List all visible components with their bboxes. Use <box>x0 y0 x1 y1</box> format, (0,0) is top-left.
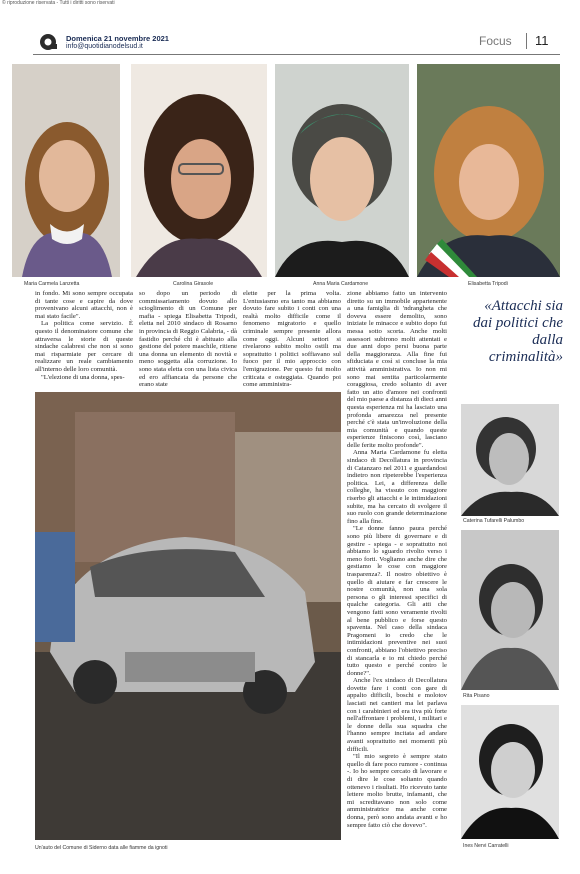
paragraph: "Il mio segreto è sempre stato quello di fare poco rumore - continua -. Io ho sempre cercato di lavorare e di dire le cose soltanto quando ottenevo i risultati. Ho ricevuto tante lettere molto brutte, infamanti, che mi screditavano non solo come amministratrice ma anche come donna, però sono andata avanti e ho sempre fatto ciò che dovevo". <box>347 753 447 829</box>
header-rule <box>33 54 560 55</box>
newspaper-logo-icon <box>39 33 59 51</box>
page-number: 11 <box>535 33 549 48</box>
copyright-note: © riproduzione riservata - Tutti i diritti sono riservati <box>2 0 115 6</box>
section-name: Focus <box>479 34 512 48</box>
paragraph: in fondo. Mi sono sempre occupata di tante cose e capire da dove provenivano alcuni attacchi, non è mai stato facile". <box>35 290 133 320</box>
portrait-photo-cardamone <box>275 64 409 277</box>
caption-lanzetta: Maria Carmela Lanzetta <box>24 281 80 287</box>
paragraph: Anna Maria Cardamone fu eletta sindaco di Decollatura in provincia di Catanzaro nel 2011 e guardandosi indietro non ripeterebbe l'esperienza politica. Lei, a differenza delle colleghe, ha vissuto con maggiore riserbo gli attacchi e le intimidazioni subite, ma ha cercato di svolgere il suo ruolo con grande determinazione fino alla fine. <box>347 449 447 525</box>
paragraph: La politica come servizio. È questo il denominatore comune che attraversa le storie di queste sindache calabresi che non si sono mai risparmiate per cercare di realizzare un reale cambiamento all'interno delle loro comunità. <box>35 320 133 373</box>
paragraph: "Le donne fanno paura perché sono più libere di governare e di gestire - spiega - e soprattutto noi abbiamo lo sguardo rivolto verso i meno forti. Vogliamo anche dire che gestiamo le cose con maggiore trasparenza?. Il nostro obiettivo è quello di aiutare e far crescere le nostre comunità, non una sola persona o gli interessi specifici di qualche categoria. Gli atti che vengono fatti sono veramente rivolti al bene pubblico e forse questo spaventa. Nel caso della sindaca Pragomeni io credo che le intimidazioni preventive nei suoi confronti, abbiano l'obiettivo preciso di stancarla e io mi chiedo perché tutto questo e perché contro le donne?". <box>347 525 447 677</box>
portrait-photo-pisano <box>461 530 559 690</box>
paragraph: zione abbiamo fatto un intervento diretto su un immobile appartenente a una famiglia di 'ndrangheta che doveva essere demolito, sono iniziate le minacce e subito dopo fui messa sotto scorta. Anche molti assessori subirono molti attentati e due anni dopo persi buona parte della maggioranza. Alla fine fui sfiduciata e così si concluse la mia attività amministrativa. Io non mi sono mai sentita particolarmente coraggiosa, credo soltanto di aver fatto un atto d'amore nei confronti del mio paese a distanza di dieci anni questa esperienza mi ha lasciato una profonda amarezza nel presente perché c'è stata un'involuzione della mia comunità e quando queste esperienze finiscono così, lasciano delle ferite molto profonde". <box>347 290 447 449</box>
paragraph: "L'elezione di una donna, spes- <box>41 373 125 381</box>
burnt-car-photo <box>35 392 341 840</box>
portrait-photo-girasole <box>131 64 267 277</box>
contact-email[interactable]: info@quotidianodelsud.it <box>66 43 143 50</box>
paragraph: elette per la prima volta. L'entusiasmo era tanto ma abbiamo dovuto fare subito i conti con una realtà molto difficile come il fenomeno migratorio e quello criminale sempre presente allora come oggi. Alcuni settori si rivelarono subito molto ostili ma soprattutto i politici soffiavano sul fuoco per il mio approccio con l'emigrazione. Per questo fui molto criticata e osteggiata. Quando poi come amministra- <box>243 290 341 389</box>
header-divider <box>526 33 527 49</box>
caption-girasole: Carolina Girasole <box>173 281 214 287</box>
portrait-photo-nervi <box>461 705 559 839</box>
article-column-3 <box>243 290 341 389</box>
caption-tufarelli: Caterina Tufarelli Palumbo <box>463 518 525 524</box>
pull-quote: «Attacchi sia dai politici che dalla criminalità» <box>473 298 563 365</box>
paragraph: Anche l'ex sindaco di Decollatura dovette fare i conti con gare di appalto difficili, boschi e molotov lasciati nei cantieri ma lei parlava con i carabinieri ed era tiva più forte nell'affrontare i problemi, i militari e le donne della sua squadra che l'hanno sempre incitata ad andare avanti soprattutto nei momenti più difficili. <box>347 677 447 753</box>
caption-car: Un'auto del Comune di Siderno data alle fiamme da ignoti <box>35 845 168 851</box>
portrait-photo-tufarelli <box>461 404 559 516</box>
paragraph: so dopo un periodo di commissariamento dovuto allo scioglimento di un Comune per mafia - spiega Elisabetta Tripodi, eletta nel 2010 sindaco di Rosarno in provincia di Reggio Calabria, - dà fastidio perché chi è abituato alla gestione del potere maschile, ritiene una donna un elemento di novità e meno soggetta alla corruzione. Io sono stata eletta con una lista civica ed ero affiancata da persone che erano state <box>139 290 237 389</box>
portrait-photo-tripodi <box>417 64 560 277</box>
article-column-4 <box>347 290 447 829</box>
portrait-photo-lanzetta <box>12 64 120 277</box>
caption-cardamone: Anna Maria Cardamone <box>313 281 369 287</box>
article-column-1 <box>35 290 133 381</box>
caption-pisano: Rita Pisano <box>463 693 490 699</box>
caption-nervi: Ines Nervi Carratelli <box>463 843 509 849</box>
article-column-2 <box>139 290 237 389</box>
issue-date: Domenica 21 novembre 2021 <box>66 34 169 43</box>
caption-tripodi: Elisabetta Tripodi <box>468 281 508 287</box>
